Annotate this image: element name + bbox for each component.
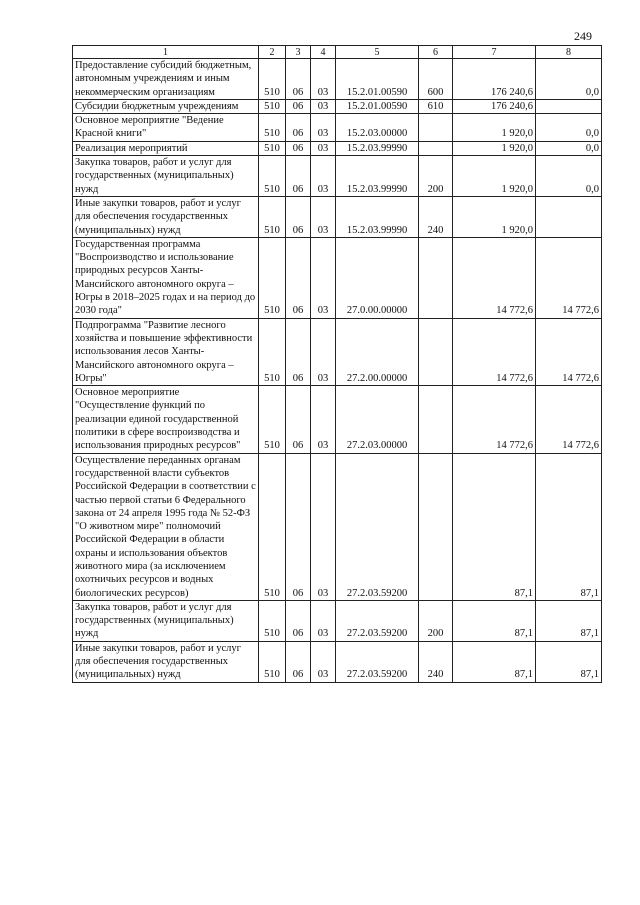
table-row xyxy=(73,641,602,682)
cell-col2: 510 xyxy=(259,600,286,641)
row-name: Реализация мероприятий xyxy=(73,141,259,155)
row-name: Закупка товаров, работ и услуг для государственных (муниципальных) нужд xyxy=(73,156,259,197)
cell-col7: 1 920,0 xyxy=(453,114,536,142)
cell-col8: 14 772,6 xyxy=(536,237,602,318)
cell-col7: 1 920,0 xyxy=(453,196,536,237)
cell-col6: 240 xyxy=(419,196,453,237)
cell-col8: 0,0 xyxy=(536,114,602,142)
table-row xyxy=(73,386,602,453)
cell-col2: 510 xyxy=(259,453,286,600)
cell-col8: 87,1 xyxy=(536,600,602,641)
cell-col4: 03 xyxy=(311,318,336,385)
cell-col2: 510 xyxy=(259,237,286,318)
cell-col3: 06 xyxy=(286,156,311,197)
cell-col8: 87,1 xyxy=(536,641,602,682)
cell-col3: 06 xyxy=(286,237,311,318)
cell-col6: 610 xyxy=(419,99,453,113)
cell-col6: 240 xyxy=(419,641,453,682)
cell-col8 xyxy=(536,196,602,237)
cell-col2: 510 xyxy=(259,641,286,682)
cell-col2: 510 xyxy=(259,59,286,100)
cell-col5: 15.2.03.99990 xyxy=(336,156,419,197)
cell-col5: 15.2.03.99990 xyxy=(336,141,419,155)
table-row xyxy=(73,453,602,600)
cell-col7: 14 772,6 xyxy=(453,386,536,453)
cell-col5: 15.2.03.99990 xyxy=(336,196,419,237)
cell-col8: 87,1 xyxy=(536,453,602,600)
cell-col8: 0,0 xyxy=(536,141,602,155)
cell-col6: 600 xyxy=(419,59,453,100)
cell-col6 xyxy=(419,386,453,453)
row-name: Иные закупки товаров, работ и услуг для обеспечения государственных (муниципальных) нужд xyxy=(73,196,259,237)
cell-col3: 06 xyxy=(286,141,311,155)
cell-col8: 14 772,6 xyxy=(536,318,602,385)
table-row xyxy=(73,114,602,142)
row-name: Иные закупки товаров, работ и услуг для обеспечения государственных (муниципальных) нужд xyxy=(73,641,259,682)
cell-col4: 03 xyxy=(311,99,336,113)
budget-table xyxy=(72,45,602,683)
cell-col7: 87,1 xyxy=(453,600,536,641)
cell-col5: 15.2.03.00000 xyxy=(336,114,419,142)
cell-col5: 27.2.03.59200 xyxy=(336,600,419,641)
cell-col4: 03 xyxy=(311,59,336,100)
cell-col7: 14 772,6 xyxy=(453,318,536,385)
cell-col2: 510 xyxy=(259,141,286,155)
cell-col6 xyxy=(419,318,453,385)
cell-col5: 27.2.03.59200 xyxy=(336,641,419,682)
cell-col5: 15.2.01.00590 xyxy=(336,59,419,100)
cell-col2: 510 xyxy=(259,196,286,237)
cell-col3: 06 xyxy=(286,59,311,100)
cell-col5: 15.2.01.00590 xyxy=(336,99,419,113)
cell-col8: 0,0 xyxy=(536,59,602,100)
cell-col8: 0,0 xyxy=(536,156,602,197)
row-name: Подпрограмма "Развитие лесного хозяйства и повышение эффективности использования лесов Ханты-Мансийского автономного округа – Югры" xyxy=(73,318,259,385)
row-name: Основное мероприятие "Осуществление функций по реализации единой государственной политики в сфере воспроизводства и использования природных ресурсов" xyxy=(73,386,259,453)
cell-col4: 03 xyxy=(311,237,336,318)
cell-col7: 87,1 xyxy=(453,641,536,682)
cell-col2: 510 xyxy=(259,318,286,385)
cell-col4: 03 xyxy=(311,196,336,237)
cell-col3: 06 xyxy=(286,196,311,237)
table-row xyxy=(73,600,602,641)
column-header: 8 xyxy=(536,46,602,59)
cell-col6 xyxy=(419,237,453,318)
column-header: 3 xyxy=(286,46,311,59)
cell-col3: 06 xyxy=(286,318,311,385)
header-row xyxy=(73,46,602,59)
cell-col6: 200 xyxy=(419,156,453,197)
page-number: 249 xyxy=(574,29,592,43)
cell-col5: 27.2.03.00000 xyxy=(336,386,419,453)
cell-col5: 27.2.03.59200 xyxy=(336,453,419,600)
table-row xyxy=(73,237,602,318)
table-row xyxy=(73,59,602,100)
cell-col6 xyxy=(419,453,453,600)
row-name: Субсидии бюджетным учреждениям xyxy=(73,99,259,113)
cell-col6: 200 xyxy=(419,600,453,641)
column-header: 6 xyxy=(419,46,453,59)
cell-col6 xyxy=(419,114,453,142)
cell-col7: 1 920,0 xyxy=(453,141,536,155)
column-header: 5 xyxy=(336,46,419,59)
cell-col8 xyxy=(536,99,602,113)
table-row xyxy=(73,318,602,385)
cell-col7: 14 772,6 xyxy=(453,237,536,318)
cell-col4: 03 xyxy=(311,156,336,197)
cell-col7: 1 920,0 xyxy=(453,156,536,197)
column-header: 4 xyxy=(311,46,336,59)
cell-col3: 06 xyxy=(286,99,311,113)
row-name: Закупка товаров, работ и услуг для государственных (муниципальных) нужд xyxy=(73,600,259,641)
cell-col3: 06 xyxy=(286,600,311,641)
cell-col4: 03 xyxy=(311,600,336,641)
cell-col2: 510 xyxy=(259,114,286,142)
cell-col5: 27.2.00.00000 xyxy=(336,318,419,385)
cell-col4: 03 xyxy=(311,641,336,682)
table-row xyxy=(73,156,602,197)
cell-col3: 06 xyxy=(286,114,311,142)
cell-col2: 510 xyxy=(259,156,286,197)
cell-col3: 06 xyxy=(286,453,311,600)
cell-col7: 176 240,6 xyxy=(453,59,536,100)
cell-col4: 03 xyxy=(311,386,336,453)
cell-col2: 510 xyxy=(259,99,286,113)
cell-col7: 176 240,6 xyxy=(453,99,536,113)
row-name: Основное мероприятие "Ведение Красной книги" xyxy=(73,114,259,142)
column-header: 1 xyxy=(73,46,259,59)
cell-col3: 06 xyxy=(286,386,311,453)
cell-col5: 27.0.00.00000 xyxy=(336,237,419,318)
cell-col2: 510 xyxy=(259,386,286,453)
cell-col4: 03 xyxy=(311,453,336,600)
cell-col4: 03 xyxy=(311,141,336,155)
column-header: 7 xyxy=(453,46,536,59)
table-row xyxy=(73,196,602,237)
table-row xyxy=(73,141,602,155)
cell-col3: 06 xyxy=(286,641,311,682)
row-name: Предоставление субсидий бюджетным, автономным учреждениям и иным некоммерческим организациям xyxy=(73,59,259,100)
cell-col6 xyxy=(419,141,453,155)
table-row xyxy=(73,99,602,113)
cell-col4: 03 xyxy=(311,114,336,142)
column-header: 2 xyxy=(259,46,286,59)
row-name: Осуществление переданных органам государственной власти субъектов Российской Федерации в соответствии с частью первой статьи 6 Федерального закона от 24 апреля 1995 года № 52-ФЗ "О животном мире" полномочий Российской Федерации в области охраны и использования объектов животного мира (за исключением охотничьих ресурсов и водных биологических ресурсов) xyxy=(73,453,259,600)
cell-col8: 14 772,6 xyxy=(536,386,602,453)
cell-col7: 87,1 xyxy=(453,453,536,600)
row-name: Государственная программа "Воспроизводство и использование природных ресурсов Ханты-Мансийского автономного округа – Югры в 2018–2025 годах и на период до 2030 года" xyxy=(73,237,259,318)
